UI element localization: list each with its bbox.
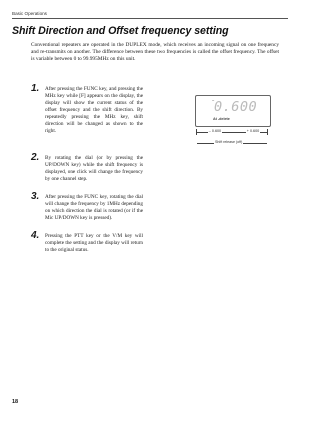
step-number: 2. bbox=[31, 152, 40, 163]
page-number: 18 bbox=[12, 399, 19, 405]
page-title: Shift Direction and Offset frequency setting bbox=[12, 25, 229, 37]
offset-diagram bbox=[195, 126, 269, 137]
section-header: Basic Operations bbox=[12, 11, 47, 16]
shift-release-label: Shift release (off) bbox=[215, 140, 243, 145]
step-number: 4. bbox=[31, 230, 40, 241]
intro-paragraph: Conventional repeaters are operated in the DUPLEX mode, which receives an incoming signal on one frequency and re-transmits on another. The difference between these two frequencies is called the offset frequency. The offset is variable between 0 to 99.995MHz on this unit. bbox=[31, 41, 279, 62]
tick-mark bbox=[196, 129, 197, 135]
step-text: After pressing the FUNC key, and pressing the MHz key while [F] appears on the display, the display will show the current status of the offset frequency and the shift direction. By repeatedly pressing the MHz key, shift direction will be changed as shown to the right. bbox=[45, 86, 143, 134]
display-digits: 0.600 bbox=[214, 99, 258, 115]
display-label: At -delete bbox=[213, 117, 230, 121]
lcd-display bbox=[195, 95, 271, 127]
display-indicator: – bbox=[212, 97, 215, 102]
header-divider bbox=[12, 18, 288, 19]
step-number: 3. bbox=[31, 191, 40, 202]
step-number: 1. bbox=[31, 83, 40, 94]
step-text: After pressing the FUNC key, rotating the dial will change the frequency by 1MHz depending on which direction the dial is rotated (or if the Mic UP/DOWN key is pressed). bbox=[45, 194, 143, 221]
tick-mark bbox=[267, 129, 268, 135]
offset-minus-label: – 0.600 bbox=[208, 128, 222, 133]
step-text: By rotating the dial (or by pressing the UP/DOWN key) while the shift frequency is displayed, one click will change the frequency by one channel step. bbox=[45, 155, 143, 182]
step-text: Pressing the PTT key or the V/M key will complete the setting and the display will return to the original status. bbox=[45, 233, 143, 253]
shift-diagram bbox=[195, 139, 269, 147]
offset-plus-label: + 0.600 bbox=[246, 128, 260, 133]
